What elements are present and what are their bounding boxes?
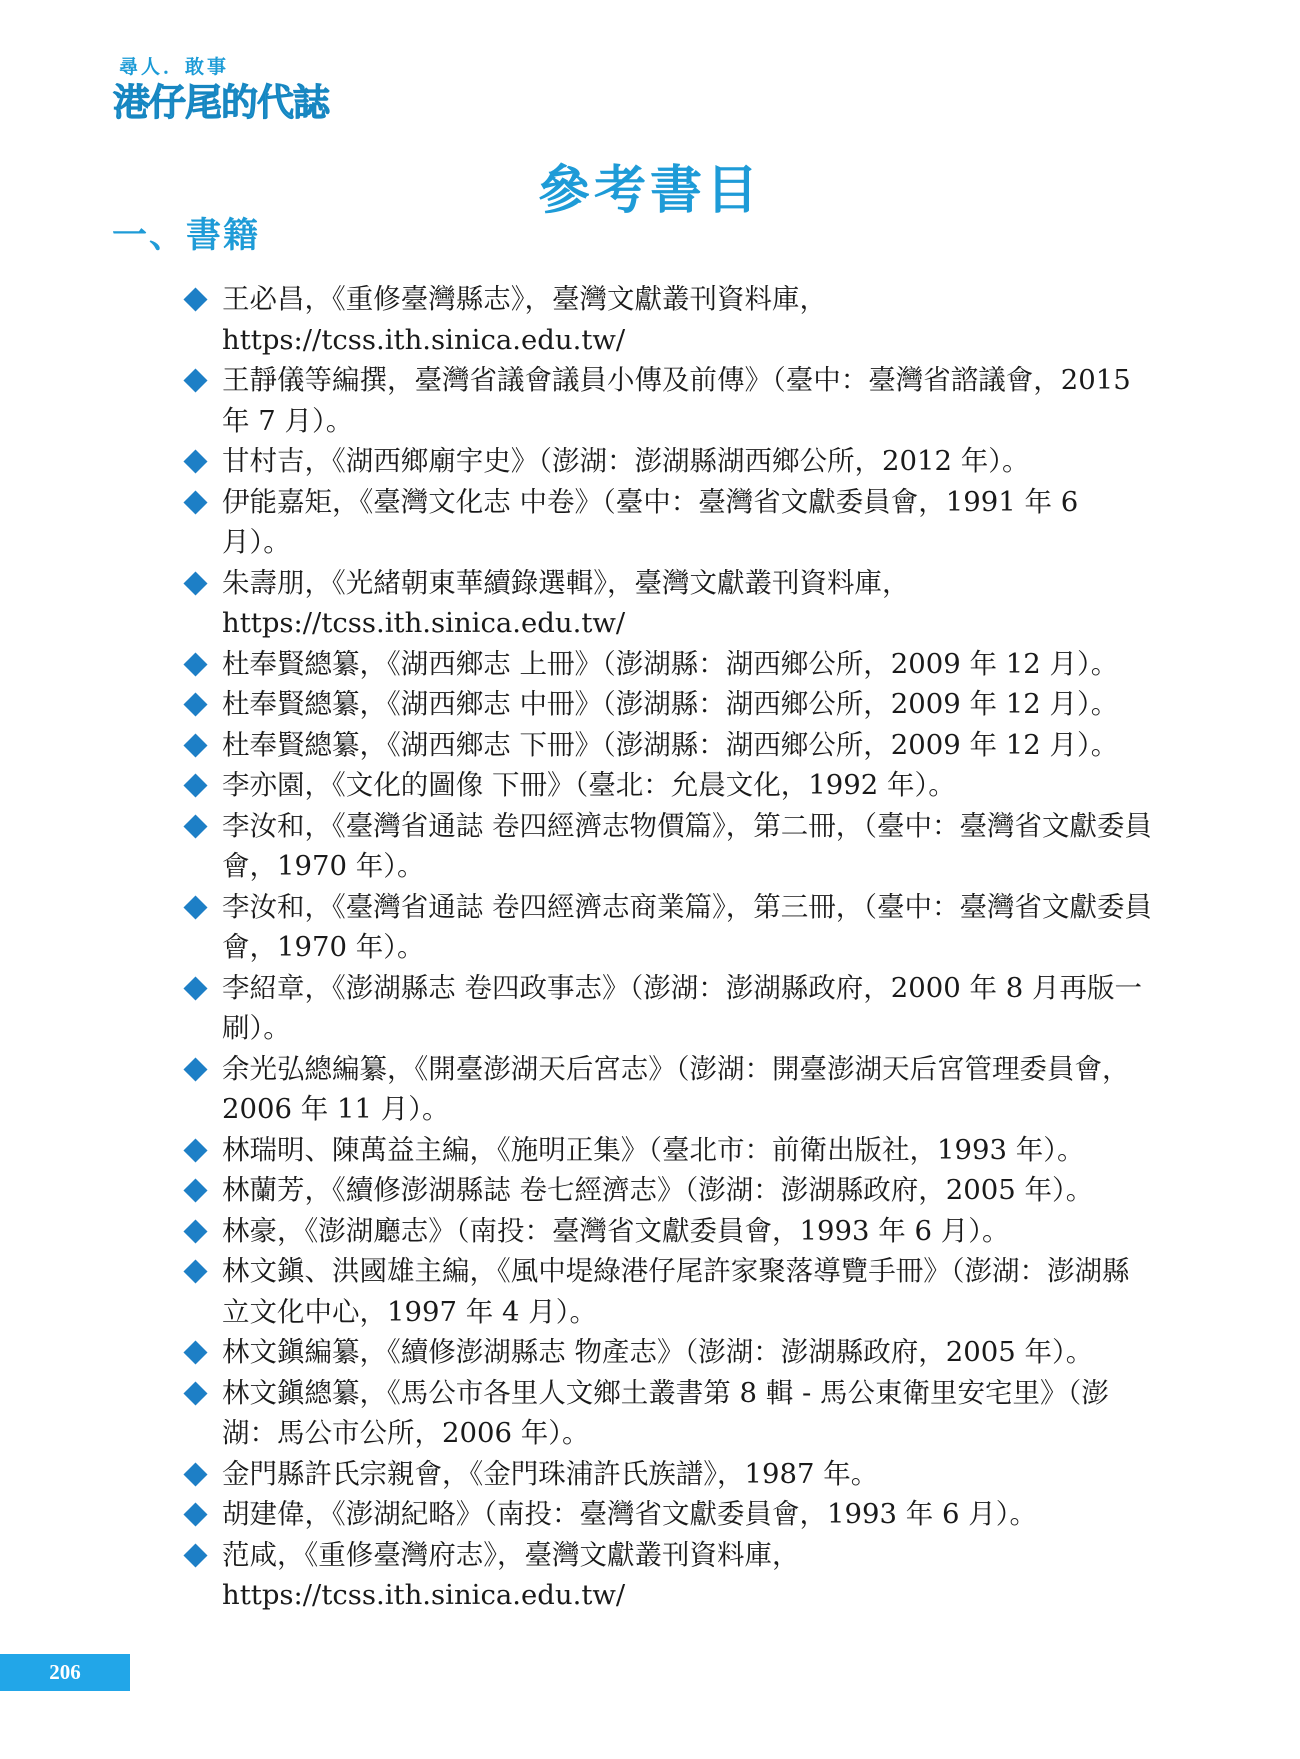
diamond-bullet-icon: [183, 449, 207, 473]
reference-text: 李紹章，《澎湖縣志 卷四政事志》（澎湖：澎湖縣政府，2000 年 8 月再版一刷）。: [222, 971, 1142, 1044]
diamond-bullet-icon: [183, 571, 207, 595]
reference-item: [182, 1332, 1152, 1373]
reference-item: [182, 1170, 1152, 1211]
diamond-bullet-icon: [183, 490, 207, 514]
reference-text: 王靜儀等編撰，臺灣省議會議員小傳及前傳》（臺中：臺灣省諮議會，2015 年 7 月）。: [222, 364, 1131, 437]
page-title: 參考書目: [537, 161, 762, 221]
diamond-bullet-icon: [183, 1178, 207, 1202]
diamond-bullet-icon: [183, 895, 207, 919]
reference-item: [182, 644, 1152, 685]
section-heading: 一、書籍: [112, 216, 261, 256]
reference-text: 甘村吉，《湖西鄉廟宇史》（澎湖：澎湖縣湖西鄉公所，2012 年）。: [222, 445, 1030, 477]
reference-item: [182, 1373, 1152, 1454]
reference-text: 杜奉賢總纂，《湖西鄉志 上冊》（澎湖縣：湖西鄉公所，2009 年 12 月）。: [222, 647, 1119, 680]
diamond-bullet-icon: [183, 773, 207, 797]
reference-text: 林瑞明、陳萬益主編，《施明正集》（臺北市：前衛出版社，1993 年）。: [222, 1133, 1085, 1166]
reference-text: 朱壽朋，《光緒朝東華續錄選輯》，臺灣文獻叢刊資料庫，https://tcss.ith.sinica.edu.tw/: [222, 566, 910, 639]
reference-text: 伊能嘉矩，《臺灣文化志 中卷》（臺中：臺灣省文獻委員會，1991 年 6 月）。: [222, 485, 1079, 558]
reference-text: 余光弘總編纂，《開臺澎湖天后宮志》（澎湖：開臺澎湖天后宮管理委員會，2006 年 11 月）。: [222, 1052, 1130, 1125]
reference-item: [182, 360, 1152, 441]
diamond-bullet-icon: [183, 1381, 207, 1405]
reference-item: [182, 1049, 1152, 1130]
reference-item: [182, 279, 1152, 360]
reference-text: 林文鎭、洪國雄主編，《風中堤綠港仔尾許家聚落導覽手冊》（澎湖：澎湖縣立文化中心，1997 年 4 月）。: [222, 1255, 1130, 1328]
diamond-bullet-icon: [183, 1340, 207, 1364]
logo-title: 港仔尾的代誌: [113, 81, 329, 124]
reference-text: 王必昌，《重修臺灣縣志》，臺灣文獻叢刊資料庫，https://tcss.ith.sinica.edu.tw/: [222, 283, 827, 356]
reference-text: 胡建偉，《澎湖紀略》（南投：臺灣省文獻委員會，1993 年 6 月）。: [222, 1498, 1037, 1530]
diamond-bullet-icon: [183, 368, 207, 392]
reference-item: [182, 765, 1152, 806]
diamond-bullet-icon: [183, 814, 207, 838]
diamond-bullet-icon: [183, 287, 207, 311]
reference-item: [182, 806, 1152, 887]
reference-text: 杜奉賢總纂，《湖西鄉志 中冊》（澎湖縣：湖西鄉公所，2009 年 12 月）。: [222, 688, 1119, 720]
diamond-bullet-icon: [183, 1462, 207, 1486]
diamond-bullet-icon: [183, 1502, 207, 1526]
reference-item: [182, 1454, 1152, 1495]
reference-item: [182, 968, 1152, 1049]
reference-list: [182, 279, 1152, 1616]
diamond-bullet-icon: [183, 976, 207, 1000]
reference-text: 杜奉賢總纂，《湖西鄉志 下冊》（澎湖縣：湖西鄉公所，2009 年 12 月）。: [222, 728, 1119, 761]
diamond-bullet-icon: [183, 733, 207, 757]
reference-item: [182, 887, 1152, 968]
reference-item: [182, 1535, 1152, 1616]
reference-item: [182, 1211, 1152, 1252]
reference-text: 林文鎭編纂，《續修澎湖縣志 物產志》（澎湖：澎湖縣政府，2005 年）。: [222, 1336, 1094, 1368]
reference-text: 金門縣許氏宗親會，《金門珠浦許氏族譜》，1987 年。: [222, 1457, 879, 1490]
diamond-bullet-icon: [183, 1219, 207, 1243]
reference-item: [182, 563, 1152, 644]
reference-item: [182, 441, 1152, 482]
reference-item: [182, 1251, 1152, 1332]
logo-subtitle: 尋人．敢事: [119, 56, 230, 78]
reference-item: [182, 1130, 1152, 1171]
reference-item: [182, 482, 1152, 563]
reference-text: 林文鎭總纂，《馬公市各里人文鄉土叢書第 8 輯 - 馬公東衛里安宅里》（澎湖：馬公市公所，2006 年）。: [222, 1376, 1109, 1449]
reference-text: 李亦園，《文化的圖像 下冊》（臺北：允晨文化，1992 年）。: [222, 769, 956, 801]
book-logo: [113, 52, 373, 122]
reference-text: 李汝和，《臺灣省通誌 卷四經濟志商業篇》，第三冊，（臺中：臺灣省文獻委員會，1970 年）。: [222, 890, 1152, 963]
reference-text: 林蘭芳，《續修澎湖縣誌 卷七經濟志》（澎湖：澎湖縣政府，2005 年）。: [222, 1174, 1094, 1206]
diamond-bullet-icon: [183, 1138, 207, 1162]
reference-text: 林豪，《澎湖廳志》（南投：臺灣省文獻委員會，1993 年 6 月）。: [222, 1214, 1010, 1247]
diamond-bullet-icon: [183, 1057, 207, 1081]
reference-text: 李汝和，《臺灣省通誌 卷四經濟志物價篇》，第二冊，（臺中：臺灣省文獻委員會，1970 年）。: [222, 809, 1152, 882]
diamond-bullet-icon: [183, 652, 207, 676]
diamond-bullet-icon: [183, 692, 207, 716]
diamond-bullet-icon: [183, 1543, 207, 1567]
reference-item: [182, 1494, 1152, 1535]
reference-item: [182, 684, 1152, 725]
page-number: 206: [49, 1660, 81, 1684]
reference-text: 范咸，《重修臺灣府志》，臺灣文獻叢刊資料庫，https://tcss.ith.sinica.edu.tw/: [222, 1538, 800, 1611]
diamond-bullet-icon: [183, 1259, 207, 1283]
reference-item: [182, 725, 1152, 766]
